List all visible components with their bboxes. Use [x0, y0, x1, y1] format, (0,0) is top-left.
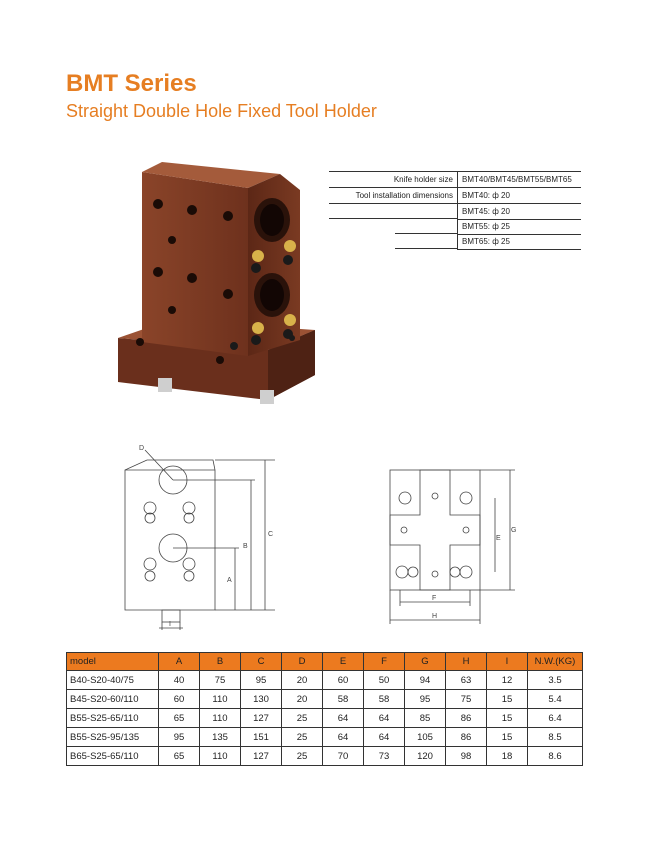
spec-value: BMT65: ф 25 [457, 234, 581, 250]
table-header-row [67, 653, 583, 671]
dim-label-c: C [268, 531, 274, 538]
header-cell: G [405, 653, 446, 671]
value-cell: 6.4 [528, 709, 583, 728]
model-cell: B65-S25-65/110 [67, 747, 159, 766]
spec-label [395, 219, 457, 234]
value-cell: 5.4 [528, 690, 583, 709]
value-cell: 15 [487, 728, 528, 747]
dimension-table [66, 652, 583, 766]
spec-label: Knife holder size [393, 175, 453, 184]
value-cell: 60 [323, 671, 364, 690]
value-cell: 95 [159, 728, 200, 747]
page-title: BMT Series [66, 70, 197, 97]
value-cell: 65 [159, 747, 200, 766]
spec-table [329, 171, 581, 249]
header-cell: D [282, 653, 323, 671]
value-cell: 98 [446, 747, 487, 766]
value-cell: 75 [446, 690, 487, 709]
spec-row [329, 219, 581, 234]
value-cell: 63 [446, 671, 487, 690]
dim-label-g: G [511, 527, 517, 534]
dim-label-e: E [496, 535, 501, 542]
spec-value: BMT55: ф 25 [457, 219, 581, 235]
value-cell: 20 [282, 690, 323, 709]
dim-label-f: F [432, 595, 437, 602]
value-cell: 127 [241, 747, 282, 766]
value-cell: 18 [487, 747, 528, 766]
value-cell: 64 [364, 728, 405, 747]
dim-label-b: B [243, 543, 248, 550]
header-cell: N.W.(KG) [528, 653, 583, 671]
value-cell: 15 [487, 709, 528, 728]
header-cell: E [323, 653, 364, 671]
spec-value: BMT40: ф 20 [457, 188, 581, 203]
spec-row [329, 204, 581, 219]
value-cell: 151 [241, 728, 282, 747]
dim-label-a: A [227, 577, 232, 584]
value-cell: 50 [364, 671, 405, 690]
value-cell: 130 [241, 690, 282, 709]
value-cell: 73 [364, 747, 405, 766]
model-cell: B55-S25-95/135 [67, 728, 159, 747]
table-row [67, 747, 583, 766]
header-cell: model [67, 653, 159, 671]
value-cell: 127 [241, 709, 282, 728]
spec-label: Tool installation dimensions [355, 191, 453, 200]
value-cell: 110 [200, 690, 241, 709]
page-subtitle: Straight Double Hole Fixed Tool Holder [66, 101, 377, 121]
value-cell: 64 [323, 728, 364, 747]
value-cell: 58 [323, 690, 364, 709]
spec-row [329, 171, 581, 188]
header-cell: F [364, 653, 405, 671]
value-cell: 40 [159, 671, 200, 690]
value-cell: 12 [487, 671, 528, 690]
value-cell: 70 [323, 747, 364, 766]
header-cell: B [200, 653, 241, 671]
value-cell: 95 [405, 690, 446, 709]
dim-label-d: D [139, 445, 145, 452]
front-view-drawing [115, 440, 285, 630]
header-cell: A [159, 653, 200, 671]
value-cell: 15 [487, 690, 528, 709]
value-cell: 8.5 [528, 728, 583, 747]
value-cell: 110 [200, 709, 241, 728]
table-row [67, 671, 583, 690]
product-photo [110, 160, 325, 415]
table-row [67, 728, 583, 747]
value-cell: 65 [159, 709, 200, 728]
spec-label [329, 204, 457, 219]
spec-row [329, 234, 581, 249]
value-cell: 75 [200, 671, 241, 690]
table-row [67, 690, 583, 709]
model-cell: B45-S20-60/110 [67, 690, 159, 709]
spec-label [395, 234, 457, 249]
value-cell: 64 [323, 709, 364, 728]
spec-row [329, 188, 581, 204]
value-cell: 58 [364, 690, 405, 709]
value-cell: 85 [405, 709, 446, 728]
value-cell: 60 [159, 690, 200, 709]
value-cell: 94 [405, 671, 446, 690]
value-cell: 95 [241, 671, 282, 690]
value-cell: 25 [282, 709, 323, 728]
model-cell: B40-S20-40/75 [67, 671, 159, 690]
value-cell: 25 [282, 728, 323, 747]
model-cell: B55-S25-65/110 [67, 709, 159, 728]
dim-label-h: H [432, 613, 438, 620]
value-cell: 20 [282, 671, 323, 690]
table-row [67, 709, 583, 728]
value-cell: 8.6 [528, 747, 583, 766]
header-cell: I [487, 653, 528, 671]
value-cell: 135 [200, 728, 241, 747]
value-cell: 86 [446, 728, 487, 747]
dim-label-i: I [169, 621, 171, 628]
value-cell: 105 [405, 728, 446, 747]
value-cell: 64 [364, 709, 405, 728]
top-view-drawing [380, 460, 520, 630]
value-cell: 120 [405, 747, 446, 766]
value-cell: 25 [282, 747, 323, 766]
value-cell: 110 [200, 747, 241, 766]
value-cell: 86 [446, 709, 487, 728]
header-cell: C [241, 653, 282, 671]
value-cell: 3.5 [528, 671, 583, 690]
spec-value: BMT45: ф 20 [457, 204, 581, 220]
spec-value: BMT40/BMT45/BMT55/BMT65 [457, 172, 581, 187]
header-cell: H [446, 653, 487, 671]
